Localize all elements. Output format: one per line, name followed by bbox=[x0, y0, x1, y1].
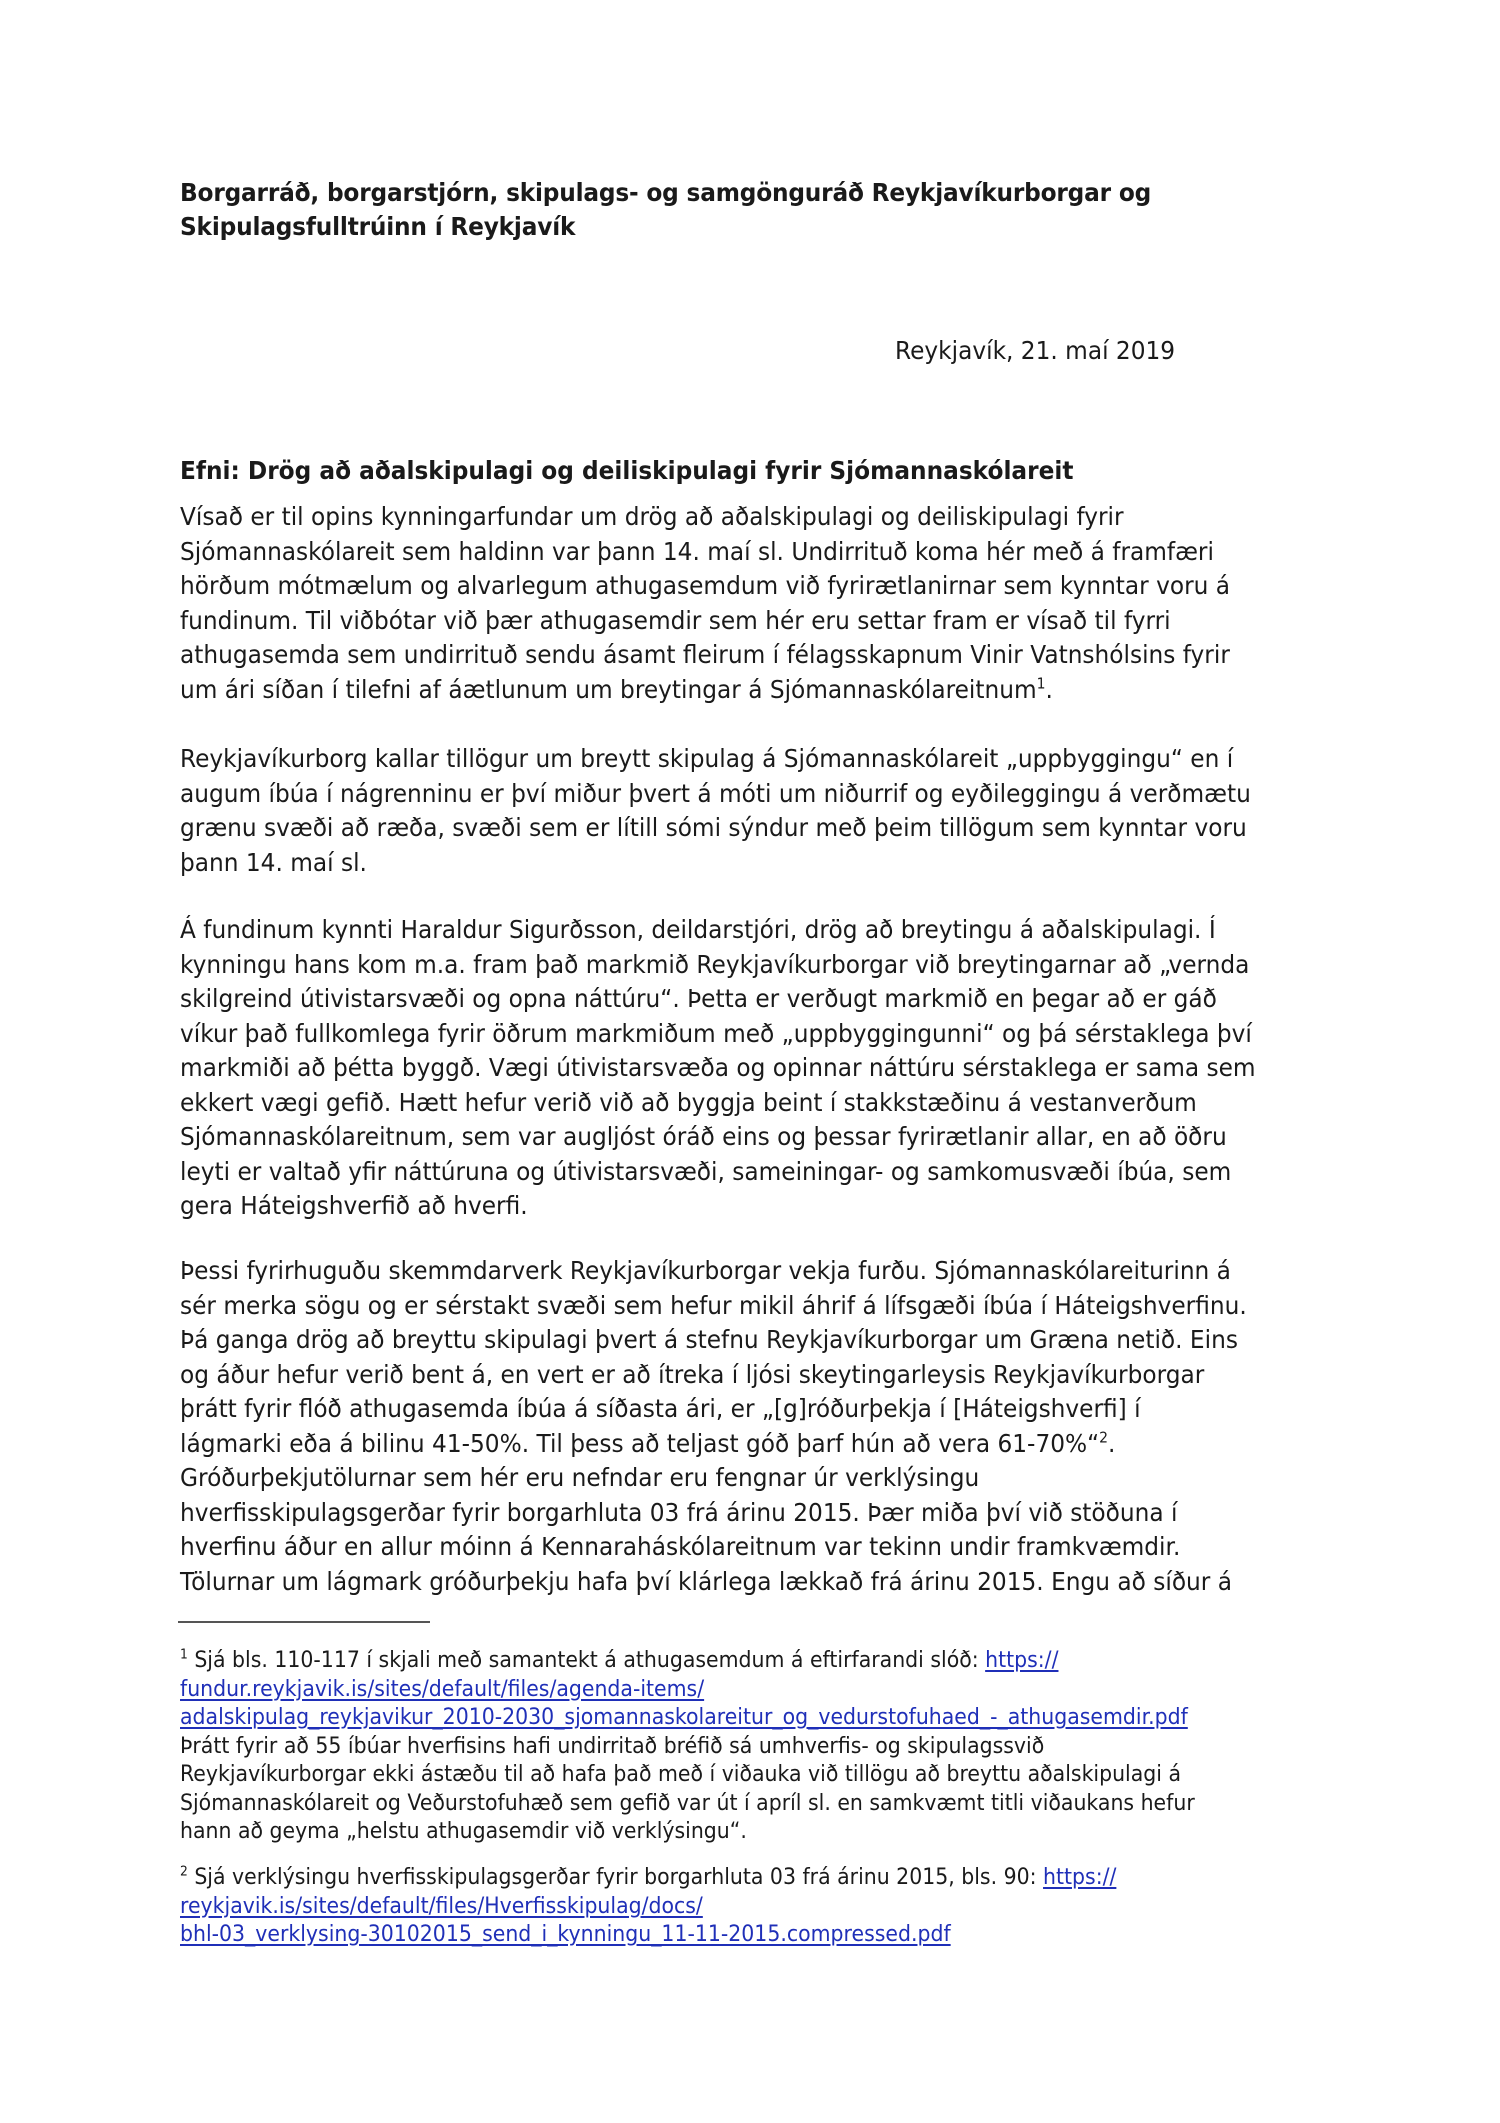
paragraph-line: Á fundinum kynnti Haraldur Sigurðsson, deildarstjóri, drög að breytingu á aðalskipulagi. Í bbox=[180, 915, 1216, 944]
paragraph-line: athugasemda sem undirrituð sendu ásamt fleirum í félagsskapnum Vinir Vatnshólsins fyrir bbox=[180, 640, 1230, 669]
footnote-link[interactable]: fundur.reykjavik.is/sites/default/files/agenda-items/ bbox=[180, 1676, 705, 1702]
footnote-line bbox=[180, 1676, 1296, 1705]
paragraph-line-end: . bbox=[1108, 1428, 1116, 1458]
footnote-text: Sjá bls. 110-117 í skjali með samantekt á athugasemdum á eftirfarandi slóð: bbox=[194, 1648, 986, 1673]
paragraph-line bbox=[180, 1427, 1296, 1462]
paragraph-line: skilgreind útivistarsvæði og opna náttúru“. Þetta er verðugt markmið en þegar að er gáð bbox=[180, 984, 1217, 1013]
paragraph-line: fundinum. Til viðbótar við þær athugasemdir sem hér eru settar fram er vísað til fyrri bbox=[180, 605, 1171, 635]
recipient-heading bbox=[180, 176, 1203, 244]
paragraph-line: grænu svæði að ræða, svæði sem er lítill sómi sýndur með þeim tillögum sem kynntar voru bbox=[180, 813, 1247, 842]
paragraph-line: hörðum mótmælum og alvarlegum athugasemdum við fyrirætlanirnar sem kynntar voru á bbox=[180, 571, 1231, 600]
letter-subject: Efni: Drög að aðalskipulagi og deiliskipulagi fyrir Sjómannaskólareit bbox=[180, 456, 1074, 485]
footnote-link[interactable]: bhl-03_verklysing-30102015_send_i_kynningu_11-11-2015.compressed.pdf bbox=[180, 1922, 951, 1947]
paragraph-line: hverfinu áður en allur móinn á Kennaraháskólareitnum var tekinn undir framkvæmdir. bbox=[180, 1532, 1181, 1561]
paragraph-line: Vísað er til opins kynningarfundar um drög að aðalskipulagi og deiliskipulagi fyrir bbox=[180, 502, 1124, 531]
recipient-line: Skipulagsfulltrúinn í Reykjavík bbox=[180, 212, 576, 241]
paragraph-line: sér merka sögu og er sérstakt svæði sem hefur mikil áhrif á lífsgæði íbúa í Háteigshverfinu. bbox=[180, 1290, 1247, 1320]
footnote-link[interactable]: reykjavik.is/sites/default/files/Hverfisskipulag/docs/ bbox=[180, 1893, 703, 1919]
paragraph-line: og áður hefur verið bent á, en vert er að ítreka í ljósi skeytingarleysis Reykjavíkurborgar bbox=[180, 1359, 1205, 1389]
letter-date: Reykjavík, 21. maí 2019 bbox=[895, 336, 1176, 365]
paragraph-line: Tölurnar um lágmark gróðurþekju hafa því klárlega lækkað frá árinu 2015. Engu að síður á bbox=[180, 1566, 1232, 1596]
paragraph-line: augum íbúa í nágrenninu er því miður þvert á móti um niðurrif og eyðileggingu á verðmætu bbox=[180, 778, 1251, 808]
paragraph-line: Gróðurþekjutölurnar sem hér eru nefndar eru fengnar úr verklýsingu bbox=[180, 1463, 980, 1492]
paragraph-line-text: lágmarki eða á bilinu 41-50%. Til þess að teljast góð þarf hún að vera 61-70%“ bbox=[180, 1428, 1100, 1458]
paragraph-line: Þessi fyrirhuguðu skemmdarverk Reykjavíkurborgar vekja furðu. Sjómannaskólareiturinn á bbox=[180, 1256, 1231, 1285]
body-paragraph-1 bbox=[180, 500, 1296, 707]
footnote-ref-2[interactable]: 2 bbox=[1099, 1428, 1109, 1447]
paragraph-line: Þá ganga drög að breyttu skipulagi þvert á stefnu Reykjavíkurborgar um Græna netið. Eins bbox=[180, 1325, 1238, 1354]
paragraph-line: Sjómannaskólareitnum, sem var augljóst óráð eins og þessar fyrirætlanir allar, en að öðru bbox=[180, 1122, 1227, 1151]
footnote-number: 1 bbox=[180, 1647, 188, 1663]
paragraph-line: Sjómannaskólareit sem haldinn var þann 14. maí sl. Undirrituð koma hér með á framfæri bbox=[180, 536, 1214, 566]
footnote-link[interactable]: https:// bbox=[1043, 1865, 1117, 1890]
footnote-line bbox=[180, 1893, 1296, 1922]
footnote-text: Sjá verklýsingu hverfisskipulagsgerðar fyrir borgarhluta 03 frá árinu 2015, bls. 90: bbox=[194, 1865, 1044, 1890]
paragraph-line: víkur það fullkomlega fyrir öðrum markmiðum með „uppbyggingunni“ og þá sérstaklega því bbox=[180, 1018, 1252, 1048]
footnote-line bbox=[180, 1921, 1296, 1950]
footnote-link[interactable]: https:// bbox=[985, 1648, 1059, 1673]
footnote-line bbox=[180, 1704, 1296, 1733]
paragraph-line: leyti er valtað yfir náttúruna og útivistarsvæði, sameiningar- og samkomusvæði íbúa, sem bbox=[180, 1156, 1232, 1186]
paragraph-line: markmiði að þétta byggð. Vægi útivistarsvæða og opinnar náttúru sérstaklega er sama sem bbox=[180, 1053, 1256, 1082]
footnote-separator bbox=[178, 1621, 430, 1623]
paragraph-line: kynningu hans kom m.a. fram það markmið Reykjavíkurborgar við breytingarnar að „vernda bbox=[180, 949, 1250, 979]
footnote-2 bbox=[180, 1864, 1296, 1950]
paragraph-line bbox=[180, 673, 1296, 708]
paragraph-line-end: . bbox=[1045, 674, 1053, 704]
footnote-line: hann að geyma „helstu athugasemdir við verklýsingu“. bbox=[180, 1819, 747, 1844]
footnote-line: Reykjavíkurborgar ekki ástæðu til að hafa það með í viðauka við tillögu að breyttu aðalskipulagi á bbox=[180, 1762, 1181, 1787]
body-paragraph-4 bbox=[180, 1254, 1296, 1599]
paragraph-line: þann 14. maí sl. bbox=[180, 847, 367, 877]
paragraph-line: gera Háteigshverfið að hverfi. bbox=[180, 1191, 528, 1220]
paragraph-line-text: um ári síðan í tilefni af áætlunum um breytingar á Sjómannaskólareitnum bbox=[180, 674, 1037, 704]
footnote-number: 2 bbox=[180, 1864, 188, 1880]
footnote-line bbox=[180, 1647, 1296, 1676]
footnote-link[interactable]: adalskipulag_reykjavikur_2010-2030_sjomannaskolareitur_og_vedurstofuhaed_-_athugasemdir.pdf bbox=[180, 1705, 1188, 1730]
paragraph-line: ekkert vægi gefið. Hætt hefur verið við að byggja beint í stakkstæðinu á vestanverðum bbox=[180, 1087, 1197, 1117]
footnote-line: Sjómannaskólareit og Veðurstofuhæð sem gefið var út í apríl sl. en samkvæmt titli viðaukans hefur bbox=[180, 1790, 1195, 1816]
footnote-ref-1[interactable]: 1 bbox=[1036, 674, 1046, 693]
paragraph-line: Reykjavíkurborg kallar tillögur um breytt skipulag á Sjómannaskólareit „uppbyggingu“ en í bbox=[180, 744, 1234, 773]
body-paragraph-3 bbox=[180, 913, 1296, 1224]
recipient-line: Borgarráð, borgarstjórn, skipulags- og samgönguráð Reykjavíkurborgar og bbox=[180, 178, 1152, 207]
footnote-line bbox=[180, 1864, 1296, 1893]
paragraph-line: þrátt fyrir flóð athugasemda íbúa á síðasta ári, er „[g]róðurþekja í [Háteigshverfi] í bbox=[180, 1394, 1141, 1423]
footnote-1 bbox=[180, 1647, 1296, 1847]
footnote-line: Þrátt fyrir að 55 íbúar hverfisins hafi undirritað bréfið sá umhverfis- og skipulagssvið bbox=[180, 1733, 1045, 1759]
paragraph-line: hverfisskipulagsgerðar fyrir borgarhluta 03 frá árinu 2015. Þær miða því við stöðuna í bbox=[180, 1497, 1178, 1527]
body-paragraph-2 bbox=[180, 742, 1296, 880]
